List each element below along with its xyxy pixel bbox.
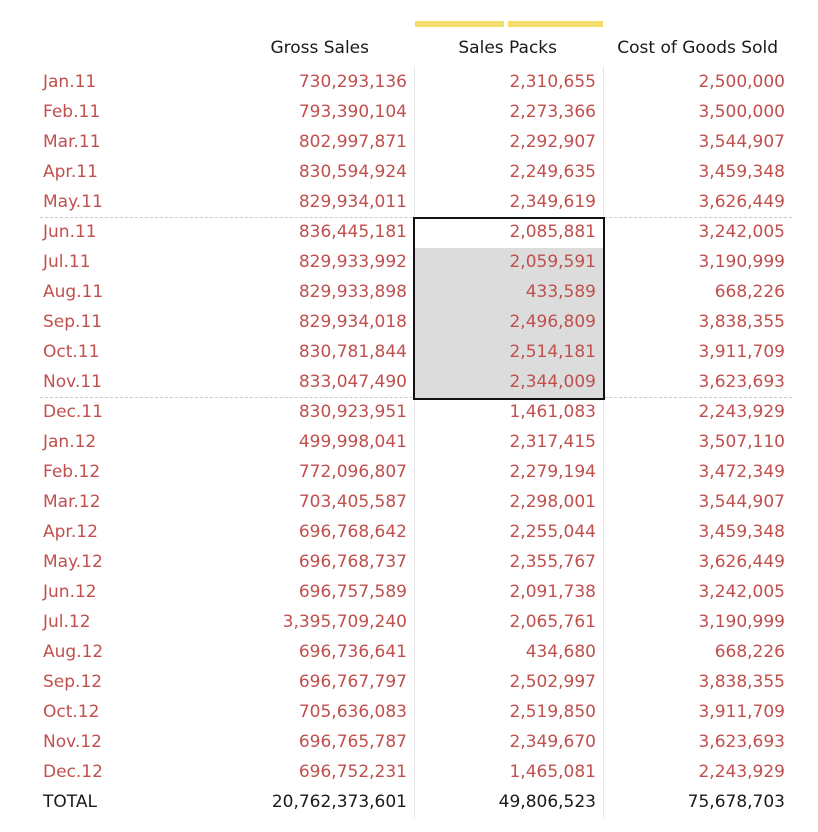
cogs-cell[interactable]: 3,911,709 [698,342,785,362]
gross-sales-cell[interactable]: 772,096,807 [298,462,407,482]
table-row[interactable] [0,727,818,757]
row-label[interactable]: Sep.12 [43,672,103,692]
table-row[interactable] [0,67,818,97]
sales-packs-cell[interactable]: 2,349,619 [509,192,596,212]
sales-packs-cell[interactable]: 49,806,523 [498,792,596,812]
sales-packs-cell[interactable]: 2,065,761 [509,612,596,632]
sales-packs-cell[interactable]: 1,461,083 [509,402,596,422]
table-row[interactable] [0,247,818,277]
sales-packs-cell[interactable]: 2,317,415 [509,432,596,452]
column-highlight-bar [508,21,603,27]
cogs-cell[interactable]: 668,226 [714,642,785,662]
gross-sales-cell[interactable]: 833,047,490 [298,372,407,392]
cogs-cell[interactable]: 668,226 [714,282,785,302]
row-label[interactable]: Dec.12 [43,762,103,782]
cogs-cell[interactable]: 3,507,110 [698,432,785,452]
gross-sales-cell[interactable]: 696,768,642 [298,522,407,542]
row-label[interactable]: Jan.12 [43,432,97,452]
table-row[interactable] [0,517,818,547]
cogs-cell[interactable]: 3,838,355 [698,312,785,332]
row-label[interactable]: Nov.12 [43,732,102,752]
cogs-cell[interactable]: 2,243,929 [698,762,785,782]
row-label[interactable]: Nov.11 [43,372,102,392]
cogs-cell[interactable]: 75,678,703 [687,792,785,812]
row-label[interactable]: May.11 [43,192,103,212]
column-header-gross-sales[interactable]: Gross Sales [270,38,369,58]
gross-sales-cell[interactable]: 499,998,041 [298,432,407,452]
row-label[interactable]: Oct.11 [43,342,100,362]
table-row[interactable] [0,217,818,247]
sales-packs-cell[interactable]: 2,249,635 [509,162,596,182]
column-highlight-bar [415,21,504,27]
table-row[interactable] [0,607,818,637]
row-label[interactable]: Feb.11 [43,102,101,122]
sales-packs-cell[interactable]: 2,085,881 [509,222,596,242]
sales-packs-cell[interactable]: 2,273,366 [509,102,596,122]
cogs-cell[interactable]: 2,243,929 [698,402,785,422]
sales-packs-cell[interactable]: 2,279,194 [509,462,596,482]
gross-sales-cell[interactable]: 730,293,136 [298,72,407,92]
cogs-cell[interactable]: 3,626,449 [698,552,785,572]
gross-sales-cell[interactable]: 830,781,844 [298,342,407,362]
table-row[interactable] [0,127,818,157]
cogs-cell[interactable]: 3,190,999 [698,612,785,632]
gross-sales-cell[interactable]: 802,997,871 [298,132,407,152]
table-row[interactable] [0,397,818,427]
gross-sales-cell[interactable]: 696,752,231 [298,762,407,782]
table-row[interactable] [0,157,818,187]
gross-sales-cell[interactable]: 830,923,951 [298,402,407,422]
table-row[interactable] [0,277,818,307]
gross-sales-cell[interactable]: 830,594,924 [298,162,407,182]
cogs-cell[interactable]: 3,242,005 [698,222,785,242]
row-label[interactable]: Jan.11 [43,72,97,92]
sales-packs-cell[interactable]: 2,514,181 [509,342,596,362]
gross-sales-cell[interactable]: 696,765,787 [298,732,407,752]
sales-packs-cell[interactable]: 2,349,670 [509,732,596,752]
table-row[interactable] [0,697,818,727]
table-row[interactable] [0,667,818,697]
table-row[interactable] [0,487,818,517]
row-label[interactable]: Aug.11 [43,282,104,302]
table-row[interactable] [0,757,818,787]
row-label[interactable]: Oct.12 [43,702,100,722]
table-row[interactable] [0,637,818,667]
sales-packs-cell[interactable]: 2,502,997 [509,672,596,692]
row-label[interactable]: Mar.11 [43,132,101,152]
sales-packs-cell[interactable]: 2,255,044 [509,522,596,542]
cogs-cell[interactable]: 3,472,349 [698,462,785,482]
sales-packs-cell[interactable]: 1,465,081 [509,762,596,782]
table-row[interactable] [0,577,818,607]
gross-sales-cell[interactable]: 829,933,898 [298,282,407,302]
sales-packs-cell[interactable]: 433,589 [525,282,596,302]
row-label[interactable]: Jun.11 [43,222,97,242]
gross-sales-cell[interactable]: 696,768,737 [298,552,407,572]
gross-sales-cell[interactable]: 696,767,797 [298,672,407,692]
total-row[interactable] [0,787,818,817]
gross-sales-cell[interactable]: 20,762,373,601 [271,792,407,812]
row-label[interactable]: Jul.11 [43,252,91,272]
sales-packs-cell[interactable]: 2,496,809 [509,312,596,332]
cogs-cell[interactable]: 3,190,999 [698,252,785,272]
sales-packs-cell[interactable]: 2,355,767 [509,552,596,572]
table-row[interactable] [0,547,818,577]
gross-sales-cell[interactable]: 829,934,018 [298,312,407,332]
table-row[interactable] [0,307,818,337]
column-header-sales-packs[interactable]: Sales Packs [458,38,557,58]
column-header-cogs[interactable]: Cost of Goods Sold [617,38,778,58]
sales-packs-cell[interactable]: 2,519,850 [509,702,596,722]
row-label[interactable]: Jun.12 [43,582,97,602]
cogs-cell[interactable]: 3,623,693 [698,372,785,392]
cogs-cell[interactable]: 3,242,005 [698,582,785,602]
table-row[interactable] [0,187,818,217]
table-row[interactable] [0,427,818,457]
cogs-cell[interactable]: 3,623,693 [698,732,785,752]
cogs-cell[interactable]: 3,626,449 [698,192,785,212]
gross-sales-cell[interactable]: 703,405,587 [298,492,407,512]
sales-packs-cell[interactable]: 2,298,001 [509,492,596,512]
sales-packs-cell[interactable]: 2,310,655 [509,72,596,92]
gross-sales-cell[interactable]: 705,636,083 [298,702,407,722]
gross-sales-cell[interactable]: 696,757,589 [298,582,407,602]
sales-packs-cell[interactable]: 2,059,591 [509,252,596,272]
cogs-cell[interactable]: 3,544,907 [698,132,785,152]
cogs-cell[interactable]: 3,459,348 [698,522,785,542]
sales-packs-cell[interactable]: 434,680 [525,642,596,662]
row-label[interactable]: TOTAL [43,792,97,812]
gross-sales-cell[interactable]: 3,395,709,240 [282,612,407,632]
gross-sales-cell[interactable]: 829,934,011 [298,192,407,212]
table-row[interactable] [0,97,818,127]
cogs-cell[interactable]: 3,838,355 [698,672,785,692]
row-label[interactable]: Mar.12 [43,492,101,512]
row-label[interactable]: Jul.12 [43,612,91,632]
row-label[interactable]: Feb.12 [43,462,101,482]
sales-packs-cell[interactable]: 2,091,738 [509,582,596,602]
cogs-cell[interactable]: 2,500,000 [698,72,785,92]
row-label[interactable]: Aug.12 [43,642,104,662]
cogs-cell[interactable]: 3,544,907 [698,492,785,512]
sales-packs-cell[interactable]: 2,344,009 [509,372,596,392]
gross-sales-cell[interactable]: 829,933,992 [298,252,407,272]
table-row[interactable] [0,367,818,397]
table-row[interactable] [0,337,818,367]
cogs-cell[interactable]: 3,459,348 [698,162,785,182]
gross-sales-cell[interactable]: 836,445,181 [298,222,407,242]
row-label[interactable]: Dec.11 [43,402,103,422]
sales-packs-cell[interactable]: 2,292,907 [509,132,596,152]
row-label[interactable]: Apr.11 [43,162,98,182]
cogs-cell[interactable]: 3,500,000 [698,102,785,122]
row-label[interactable]: May.12 [43,552,103,572]
table-row[interactable] [0,457,818,487]
row-label[interactable]: Sep.11 [43,312,103,332]
gross-sales-cell[interactable]: 793,390,104 [298,102,407,122]
gross-sales-cell[interactable]: 696,736,641 [298,642,407,662]
cogs-cell[interactable]: 3,911,709 [698,702,785,722]
row-label[interactable]: Apr.12 [43,522,98,542]
